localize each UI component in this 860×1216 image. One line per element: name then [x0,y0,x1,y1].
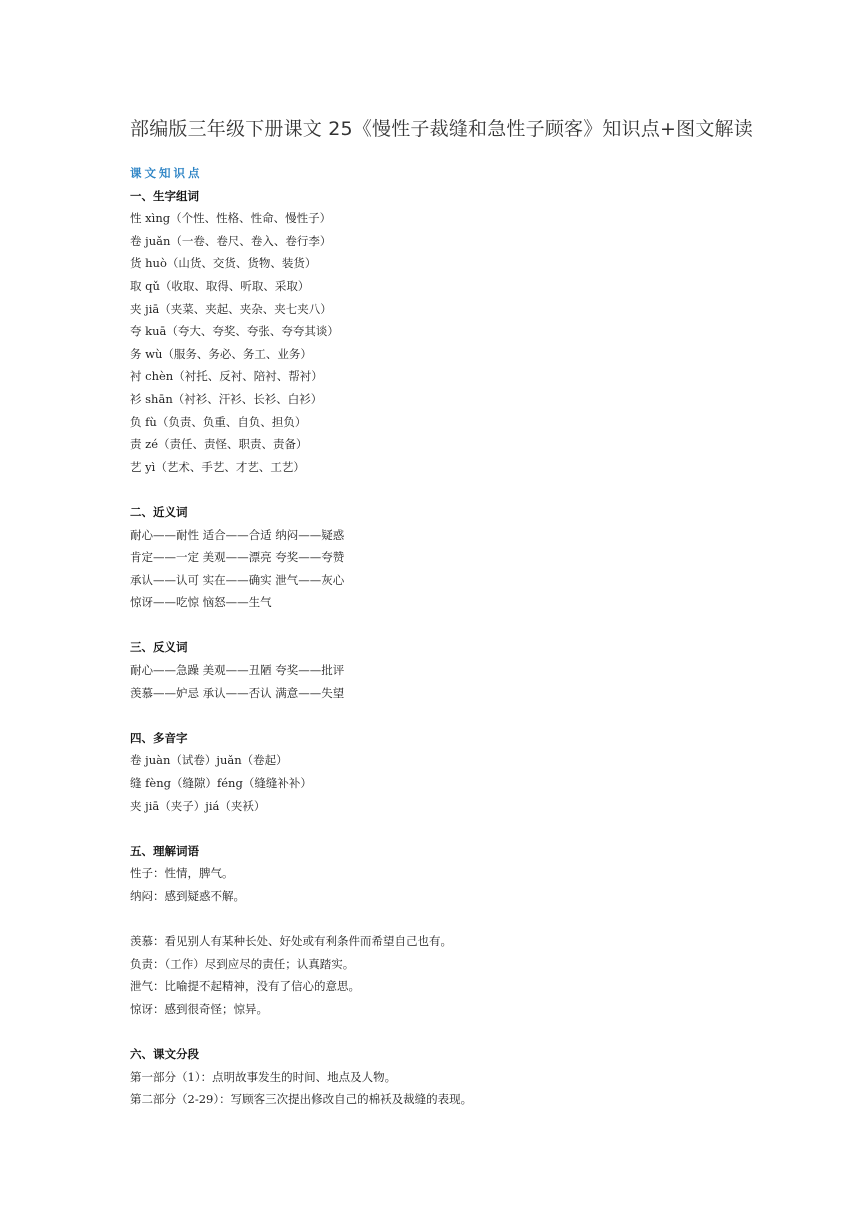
document-title: 部编版三年级下册课文 25《慢性子裁缝和急性子顾客》知识点+图文解读 [130,118,753,140]
content-line: 夹 jiā（夹子）jiá（夹袄） [130,798,266,813]
content-line: 肯定——一定 美观——漂亮 夸奖——夸赞 [130,550,345,565]
section-heading: 六、课文分段 [130,1047,199,1062]
section-heading: 一、生字组词 [130,188,199,203]
section-spacer [130,817,730,840]
content-line: 性 xìng（个性、性格、性命、慢性子） [130,211,332,226]
content-line: 性子：性情，脾气。 [130,866,234,881]
section-spacer [130,1021,730,1044]
content-line: 第二部分（2-29）：写顾客三次提出修改自己的棉袄及裁缝的表现。 [130,1092,473,1107]
content-line: 夸 kuā（夸大、夸奖、夸张、夸夸其谈） [130,324,339,339]
content-line: 卷 juǎn（一卷、卷尺、卷入、卷行李） [130,233,332,248]
content-line: 责 zé（责任、责怪、职责、责备） [130,437,308,452]
content-line: 泄气：比喻提不起精神，没有了信心的意思。 [130,979,360,994]
section-label: 课文知识点 [130,166,203,180]
content-line: 卷 juàn（试卷）juǎn（卷起） [130,753,288,768]
content-line: 承认——认可 实在——确实 泄气——灰心 [130,572,345,587]
section-spacer [130,478,730,501]
section-heading: 五、理解词语 [130,843,199,858]
content-line: 务 wù（服务、务必、务工、业务） [130,346,312,361]
content-line: 夹 jiā（夹菜、夹起、夹杂、夹七夹八） [130,301,332,316]
content-line: 缝 fèng（缝隙）féng（缝缝补补） [130,776,312,791]
content-line: 惊讶——吃惊 恼怒——生气 [130,595,272,610]
content-line: 纳闷：感到疑惑不解。 [130,889,245,903]
content-line: 取 qǔ（收取、取得、听取、采取） [130,278,310,293]
section-heading: 四、多音字 [130,730,188,745]
content-line: 耐心——耐性 适合——合适 纳闷——疑惑 [130,527,345,542]
section-heading: 二、近义词 [130,504,188,519]
content-line: 羡慕——妒忌 承认——否认 满意——失望 [130,685,345,700]
document-content [130,162,730,1111]
section-spacer [130,704,730,727]
blank-line [130,908,730,931]
section-heading: 三、反义词 [130,640,188,655]
section-spacer [130,614,730,637]
content-line: 羡慕：看见别人有某种长处、好处或有利条件而希望自己也有。 [130,934,452,949]
content-line: 负 fù（负责、负重、自负、担负） [130,414,307,429]
content-line: 货 huò（山货、交货、货物、装货） [130,256,317,271]
content-line: 负责：（工作）尽到应尽的责任；认真踏实。 [130,956,355,971]
content-line: 第一部分（1）：点明故事发生的时间、地点及人物。 [130,1069,397,1084]
content-line: 衬 chèn（衬托、反衬、陪衬、帮衬） [130,369,323,384]
content-line: 惊讶：感到很奇怪；惊异。 [130,1001,268,1016]
content-line: 艺 yì（艺术、手艺、才艺、工艺） [130,459,305,474]
content-line: 耐心——急躁 美观——丑陋 夸奖——批评 [130,663,345,678]
content-line: 衫 shān（衬衫、汗衫、长衫、白衫） [130,391,323,406]
